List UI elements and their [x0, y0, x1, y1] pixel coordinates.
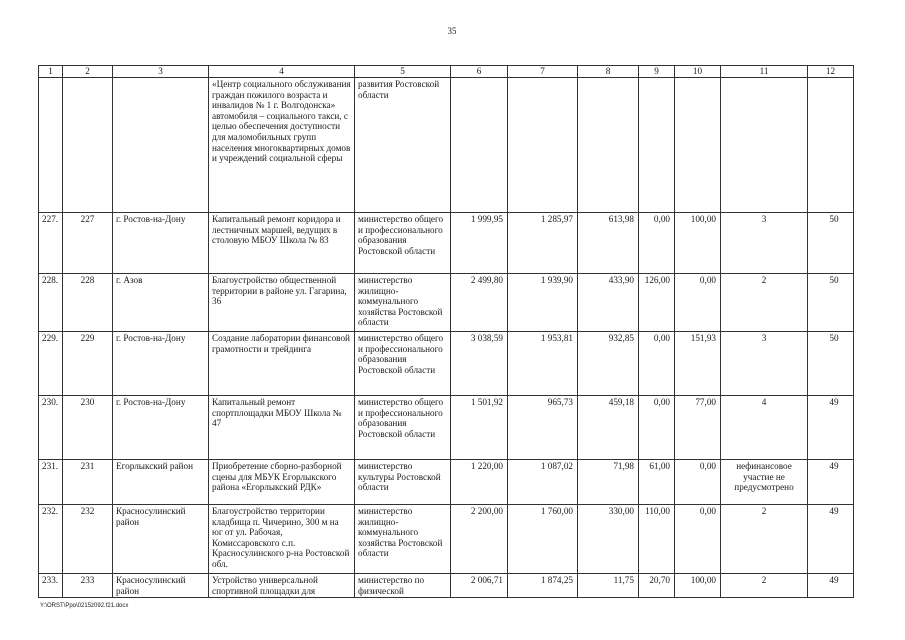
ministry-cell: министерство по физической [355, 574, 451, 598]
location-cell: г. Ростов-на-Дону [113, 332, 209, 396]
column-9-value: 0,00 [639, 332, 675, 396]
ministry-cell: министерство культуры Ростовской области [355, 460, 451, 505]
ministry-cell: министерство общего и профессионального образования Ростовской области [355, 396, 451, 460]
row-index: 230. [39, 396, 63, 460]
column-12-value: 49 [808, 460, 854, 505]
column-10-value: 0,00 [675, 505, 721, 574]
table-row [39, 396, 854, 460]
total-cost: 1 220,00 [451, 460, 508, 505]
location-cell: г. Азов [113, 274, 209, 332]
column-11-value: 4 [721, 396, 808, 460]
column-12-value: 50 [808, 274, 854, 332]
ministry-cell: министерство жилищно-коммунального хозяйства Ростовской области [355, 274, 451, 332]
column-7-value: 1 874,25 [508, 574, 578, 598]
project-description: Устройство универсальной спортивной площадки для [209, 574, 355, 598]
column-9-value: 126,00 [639, 274, 675, 332]
column-11-value: 2 [721, 505, 808, 574]
location-cell: Егорлыкский район [113, 460, 209, 505]
column-header: 7 [508, 66, 578, 78]
column-11-value: 3 [721, 213, 808, 274]
location-cell: г. Ростов-на-Дону [113, 213, 209, 274]
column-header: 6 [451, 66, 508, 78]
continuation-row [39, 78, 854, 213]
column-9-value: 20,70 [639, 574, 675, 598]
project-description: «Центр социального обслуживания граждан пожилого возраста и инвалидов № 1 г. Волгодонска» автомобиля – социального такси, с целью обеспечения доступности для маломобильных групп населения многоквартирных домов и учреждений социальной сферы [209, 78, 355, 213]
table-row [39, 460, 854, 505]
ministry-cell: министерство жилищно-коммунального хозяйства Ростовской области [355, 505, 451, 574]
ministry-cell: министерство общего и профессионального образования Ростовской области [355, 332, 451, 396]
column-12-value: 50 [808, 213, 854, 274]
page-number: 35 [447, 26, 457, 36]
location-cell: Красносулинский район [113, 574, 209, 598]
column-header: 11 [721, 66, 808, 78]
table-row [39, 574, 854, 598]
column-7-value: 1 953,81 [508, 332, 578, 396]
ministry-cell: развития Ростовской области [355, 78, 451, 213]
row-index: 228. [39, 274, 63, 332]
column-10-value: 0,00 [675, 274, 721, 332]
table-row [39, 274, 854, 332]
column-10-value: 151,93 [675, 332, 721, 396]
column-header: 9 [639, 66, 675, 78]
column-7-value: 965,73 [508, 396, 578, 460]
column-8-value: 433,90 [578, 274, 639, 332]
column-9-value: 0,00 [639, 213, 675, 274]
total-cost: 1 999,95 [451, 213, 508, 274]
column-7-value: 1 760,00 [508, 505, 578, 574]
project-description: Создание лаборатории финансовой грамотности и трейдинга [209, 332, 355, 396]
column-header: 5 [355, 66, 451, 78]
total-cost: 2 200,00 [451, 505, 508, 574]
column-10-value: 100,00 [675, 574, 721, 598]
project-number: 228 [63, 274, 113, 332]
total-cost: 1 501,92 [451, 396, 508, 460]
project-number: 227 [63, 213, 113, 274]
column-header: 1 [39, 66, 63, 78]
projects-table [38, 65, 854, 598]
column-8-value: 11,75 [578, 574, 639, 598]
column-10-value: 100,00 [675, 213, 721, 274]
column-11-value: 2 [721, 274, 808, 332]
row-index: 232. [39, 505, 63, 574]
project-description: Благоустройство территории кладбища п. Чичерино, 300 м на юг от ул. Рабочая, Комиссаровского с.п. Красносулинского р-на Ростовской обл. [209, 505, 355, 574]
column-header: 4 [209, 66, 355, 78]
table-row [39, 332, 854, 396]
location-cell: Красносулинский район [113, 505, 209, 574]
column-11-value: 2 [721, 574, 808, 598]
column-12-value: 50 [808, 332, 854, 396]
row-index: 229. [39, 332, 63, 396]
project-number: 233 [63, 574, 113, 598]
column-8-value: 330,00 [578, 505, 639, 574]
column-9-value: 0,00 [639, 396, 675, 460]
column-number-row [39, 66, 854, 78]
column-12-value: 49 [808, 574, 854, 598]
column-10-value: 0,00 [675, 460, 721, 505]
row-index: 231. [39, 460, 63, 505]
project-number: 231 [63, 460, 113, 505]
column-header: 10 [675, 66, 721, 78]
project-number: 230 [63, 396, 113, 460]
location-cell: г. Ростов-на-Дону [113, 396, 209, 460]
project-number: 232 [63, 505, 113, 574]
column-11-value: 3 [721, 332, 808, 396]
total-cost: 3 038,59 [451, 332, 508, 396]
column-9-value: 110,00 [639, 505, 675, 574]
column-11-value: нефинансовое участие не предусмотрено [721, 460, 808, 505]
table-row [39, 505, 854, 574]
project-number: 229 [63, 332, 113, 396]
project-description: Капитальный ремонт коридора и лестничных маршей, ведущих в столовую МБОУ Школа № 83 [209, 213, 355, 274]
project-description: Благоустройство общественной территории в районе ул. Гагарина, 36 [209, 274, 355, 332]
project-description: Приобретение сборно-разборной сцены для МБУК Егорлыкского района «Егорлыкский РДК» [209, 460, 355, 505]
column-12-value: 49 [808, 396, 854, 460]
file-path-footer: Y:\ORST\Ppo\0215z092.f21.docx [40, 603, 129, 609]
column-7-value: 1 087,02 [508, 460, 578, 505]
column-8-value: 459,18 [578, 396, 639, 460]
column-7-value: 1 285,97 [508, 213, 578, 274]
column-8-value: 932,85 [578, 332, 639, 396]
total-cost: 2 006,71 [451, 574, 508, 598]
row-index: 227. [39, 213, 63, 274]
column-header: 8 [578, 66, 639, 78]
table-row [39, 213, 854, 274]
column-12-value: 49 [808, 505, 854, 574]
column-8-value: 71,98 [578, 460, 639, 505]
column-header: 12 [808, 66, 854, 78]
column-header: 2 [63, 66, 113, 78]
row-index: 233. [39, 574, 63, 598]
column-header: 3 [113, 66, 209, 78]
column-7-value: 1 939,90 [508, 274, 578, 332]
column-10-value: 77,00 [675, 396, 721, 460]
ministry-cell: министерство общего и профессионального образования Ростовской области [355, 213, 451, 274]
project-description: Капитальный ремонт спортплощадки МБОУ Школа № 47 [209, 396, 355, 460]
column-8-value: 613,98 [578, 213, 639, 274]
total-cost: 2 499,80 [451, 274, 508, 332]
column-9-value: 61,00 [639, 460, 675, 505]
